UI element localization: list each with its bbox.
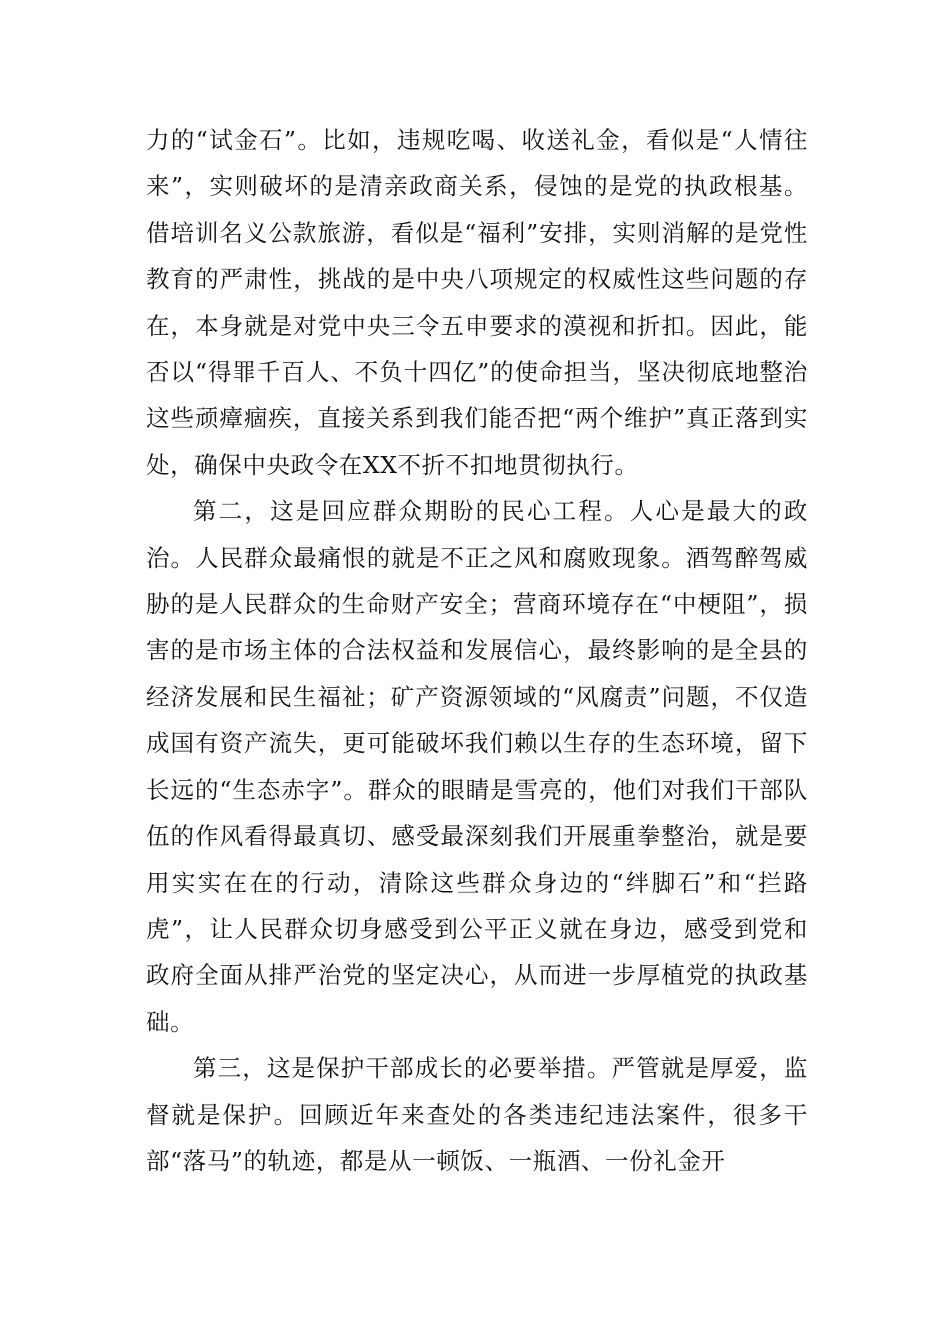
paragraph-continuation: 力的“试金石”。比如，违规吃喝、收送礼金，看似是“人情往来”，实则破坏的是清亲政商关系，侵蚀的是党的执政根基。借培训名义公款旅游，看似是“福利”安排，实则消解的是党性教育的严肃性，挑战的是中央八项规定的权威性这些问题的存在，本身就是对党中央三令五申要求的漠视和折扣。因此，能否以“得罪千百人、不负十四亿”的使命担当，坚决彻底地整治这些顽瘴痼疾，直接关系到我们能否把“两个维护”真正落到实处，确保中央政令在XX不折不扣地贯彻执行。 bbox=[146, 126, 808, 479]
paragraph-second-point: 第二，这是回应群众期盼的民心工程。人心是最大的政治。人民群众最痛恨的就是不正之风和腐败现象。酒驾醉驾威胁的是人民群众的生命财产安全；营商环境存在“中梗阻”，损害的是市场主体的合法权益和发展信心，最终影响的是全县的经济发展和民生福祉；矿产资源领域的“风腐责”问题，不仅造成国有资产流失，更可能破坏我们赖以生存的生态环境，留下长远的“生态赤字”。群众的眼睛是雪亮的，他们对我们干部队伍的作风看得最真切、感受最深刻我们开展重拳整治，就是要用实实在在的行动，清除这些群众身边的“绊脚石”和“拦路虎”，让人民群众切身感受到公平正义就在身边，感受到党和政府全面从排严治党的坚定决心，从而进一步厚植党的执政基础。 bbox=[146, 497, 808, 1036]
paragraph-third-point: 第三，这是保护干部成长的必要举措。严管就是厚爱，监督就是保护。回顾近年来查处的各类违纪违法案件，很多干部“落马”的轨迹，都是从一顿饭、一瓶酒、一份礼金开 bbox=[146, 1054, 808, 1175]
document-body bbox=[146, 117, 808, 1184]
